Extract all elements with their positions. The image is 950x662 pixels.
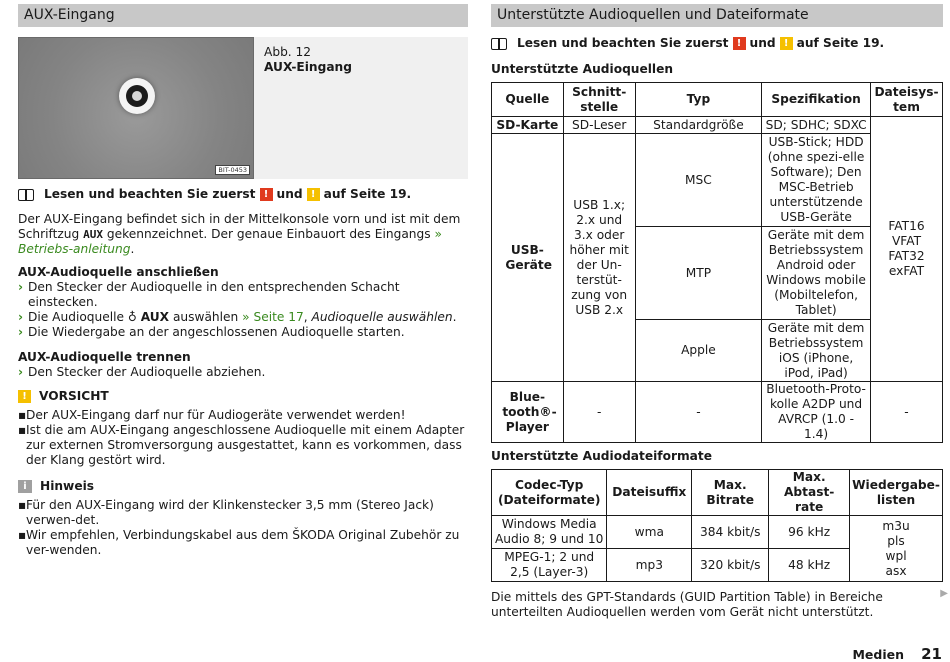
aux-photo <box>18 37 254 179</box>
step-item: › Die Wiedergabe an der angeschlossenen Audioquelle starten. <box>18 325 405 339</box>
formats-table <box>491 469 943 582</box>
playlists-cell: m3u pls wpl asx <box>850 516 943 582</box>
page-reference-link[interactable]: auf Seite 19. <box>323 187 412 201</box>
figure-aux <box>18 37 468 179</box>
bluetooth-source-cell: Blue-tooth®-Player <box>492 382 564 443</box>
table-row: Blue-tooth®-Player - - Bluetooth-Proto-kolle A2DP und AVRCP (1.0 - 1.4) - <box>492 382 943 443</box>
section-heading-aux: AUX-Eingang <box>18 4 468 27</box>
table-row: Windows Media Audio 8; 9 und 10 wma 384 kbit/s 96 kHz m3u pls wpl asx <box>492 516 943 549</box>
left-column <box>18 4 468 558</box>
sources-table <box>491 82 943 443</box>
step-arrow-icon: › <box>18 280 24 294</box>
figure-code: BIT-0453 <box>215 165 250 175</box>
table-row: SD-Karte SD-Leser Standardgröße SD; SDHC; SDXC FAT16 VFAT FAT32 exFAT <box>492 117 943 134</box>
table-header-row: Codec-Typ (Dateiformate) Dateisuffix Max. Bitrate Max. Abtast-rate Wiedergabe-listen <box>492 470 943 516</box>
caution-icon: ! <box>18 390 31 403</box>
step-arrow-icon: › <box>18 310 24 324</box>
step-item: › Die Audioquelle ♁ AUX auswählen » Seite 17, Audioquelle auswählen. <box>18 310 457 324</box>
usb-source-cell: USB-Geräte <box>492 134 564 382</box>
aux-jack-icon <box>119 78 155 114</box>
disconnect-heading: AUX-Audioquelle trennen <box>18 350 191 364</box>
caution-item: ▪ Der AUX-Eingang darf nur für Audiogeräte verwendet werden! <box>18 408 406 422</box>
sources-table-title: Unterstützte Audioquellen <box>491 62 674 76</box>
figure-number: Abb. 12 <box>264 45 312 59</box>
page-number: 21 <box>921 645 942 662</box>
caution-heading: ! VORSICHT <box>18 389 468 404</box>
footer-section-label: Medien <box>852 647 904 662</box>
note-item: ▪ Für den AUX-Eingang wird der Klinkenstecker 3,5 mm (Stereo Jack) verwen-det. <box>18 498 434 527</box>
note-heading: i Hinweis <box>18 479 468 494</box>
table-row: USB-Geräte USB 1.x; 2.x und 3.x oder höher mit der Un-terstüt-zung von USB 2.x MSC USB-Stick; HDD (ohne spezi-elle Software); Den MSC-Betrieb unterstützende USB-Geräte <box>492 134 943 227</box>
gpt-footnote: Die mittels des GPT-Standards (GUID Partition Table) in Bereiche unterteilten Audioquellen werden vom Gerät nicht unterstützt. <box>491 590 883 619</box>
table-row: MTP Geräte mit dem Betriebssystem Android oder Windows mobile (Mobiltelefon, Tablet) <box>492 227 943 320</box>
table-row: MPEG-1; 2 und 2,5 (Layer-3) mp3 320 kbit/s 48 kHz <box>492 549 943 582</box>
page-17-link[interactable]: » Seite 17 <box>242 310 304 324</box>
info-icon: i <box>18 480 32 493</box>
table-row: Apple Geräte mit dem Betriebssystem iOS (iPhone, iPod, iPad) <box>492 320 943 382</box>
table-header-row: Quelle Schnitt-stelle Typ Spezifikation Dateisys-tem <box>492 83 943 117</box>
aux-label-glyph: AUX <box>83 228 104 241</box>
manual-link[interactable]: Betriebs-anleitung <box>18 242 131 256</box>
read-note: Lesen und beachten Sie zuerst ! und ! auf Seite 19. <box>491 36 943 51</box>
step-arrow-icon: › <box>18 365 24 379</box>
warning-yellow-icon: ! <box>780 37 793 50</box>
source-icon: ♁ <box>127 310 137 324</box>
caution-item: ▪ Ist die am AUX-Eingang angeschlossene Audioquelle mit einem Adapter zur externen Stromversorgung ausgestattet, kann es vorkommen, dass der Klang gestört wird. <box>18 423 465 467</box>
section-heading-sources: Unterstützte Audioquellen und Dateiformate <box>491 4 943 27</box>
formats-table-title: Unterstützte Audiodateiformate <box>491 449 712 463</box>
right-column <box>491 4 943 620</box>
connect-heading: AUX-Audioquelle anschließen <box>18 265 219 279</box>
figure-caption <box>264 45 352 75</box>
book-icon <box>491 38 507 49</box>
book-icon <box>18 189 34 200</box>
page-reference-link[interactable]: auf Seite 19. <box>796 36 885 50</box>
warning-yellow-icon: ! <box>307 188 320 201</box>
usb-interface-cell: USB 1.x; 2.x und 3.x oder höher mit der Un-terstüt-zung von USB 2.x <box>563 134 635 382</box>
filesystem-cell: FAT16 VFAT FAT32 exFAT <box>871 117 943 382</box>
continue-arrow-icon: ▶ <box>940 588 948 599</box>
step-item: › Den Stecker der Audioquelle in den entsprechenden Schacht einstecken. <box>18 280 400 309</box>
step-item: › Den Stecker der Audioquelle abziehen. <box>18 365 266 379</box>
note-item: ▪ Wir empfehlen, Verbindungskabel aus dem ŠKODA Original Zubehör zu ver-wenden. <box>18 528 460 557</box>
warning-red-icon: ! <box>260 188 273 201</box>
step-arrow-icon: › <box>18 325 24 339</box>
intro-paragraph: Der AUX-Eingang befindet sich in der Mittelkonsole vorn und ist mit dem Schriftzug AUX gekennzeichnet. Der genaue Einbauort des Eingangs » Betriebs-anleitung. <box>18 212 461 256</box>
figure-title: AUX-Eingang <box>264 60 352 74</box>
warning-red-icon: ! <box>733 37 746 50</box>
read-note: Lesen und beachten Sie zuerst ! und ! auf Seite 19. <box>18 187 468 202</box>
